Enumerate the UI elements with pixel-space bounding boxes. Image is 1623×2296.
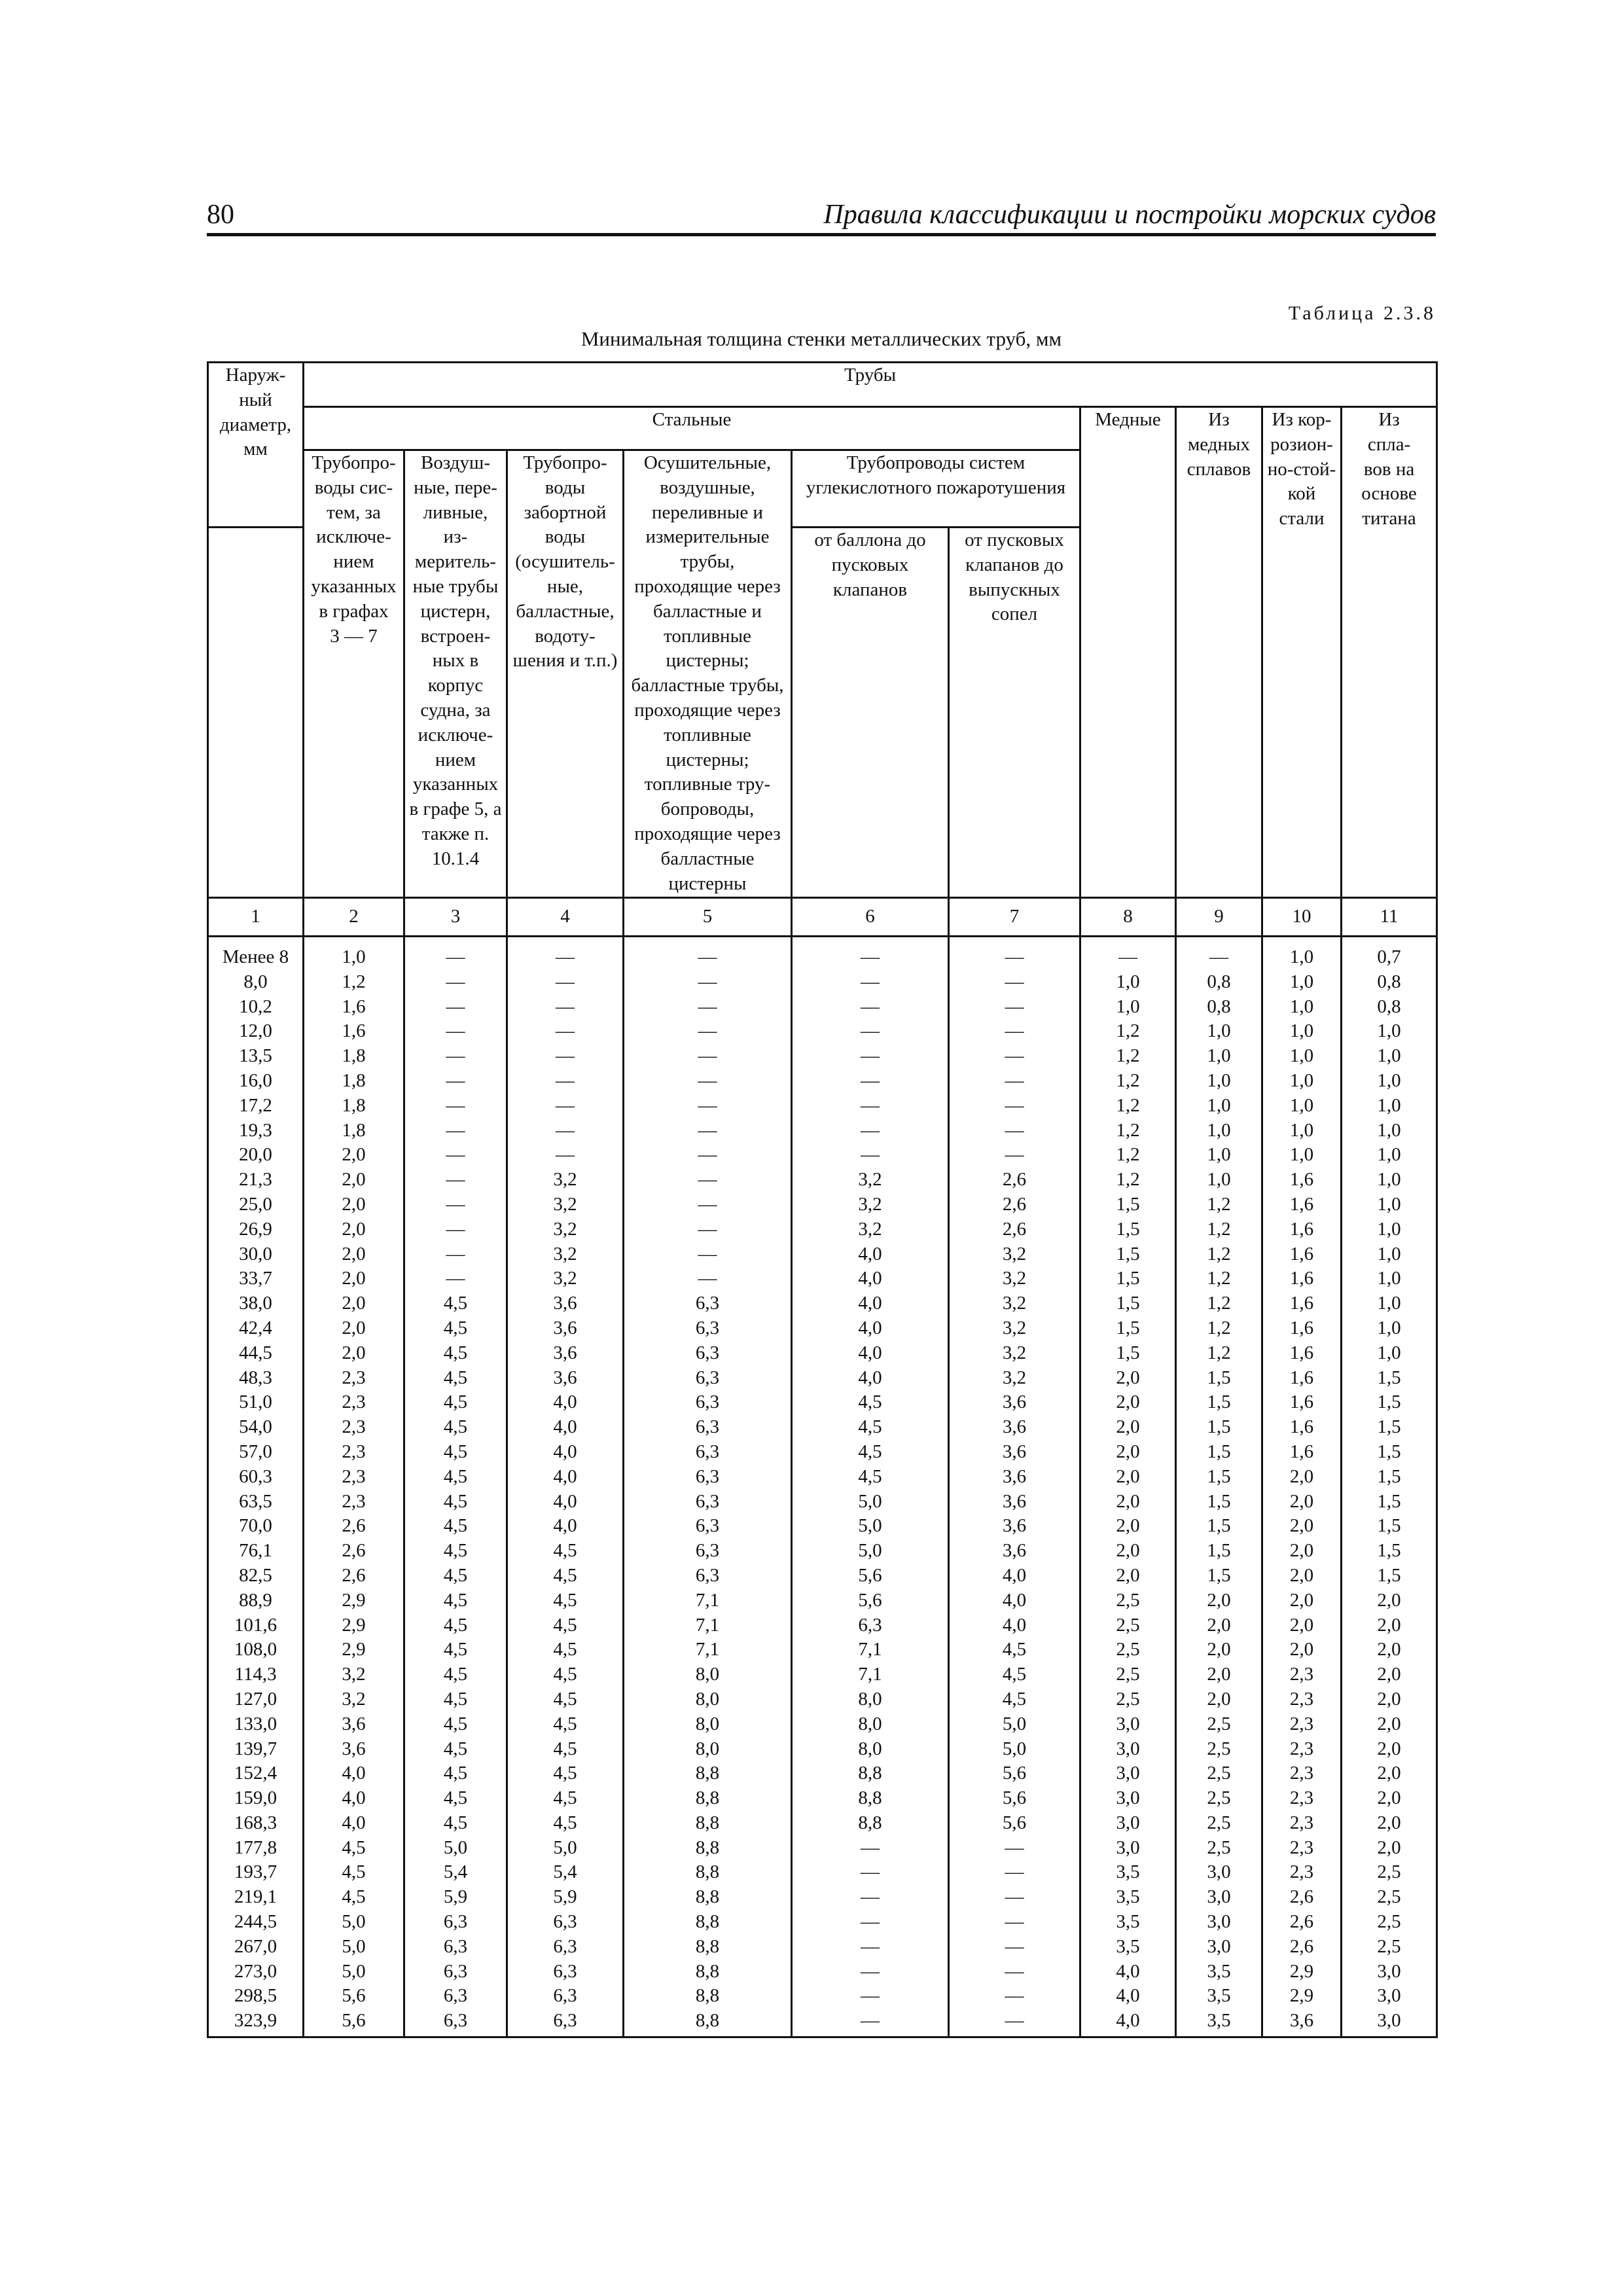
pipe-thickness-table	[207, 361, 1438, 2038]
header-bilge-pipes: Осушительные, воздушные, переливные и измерительные трубы, проходящие через балластные и топливные цистерны; балластные трубы, проходящие через топливные цистерны; топливные тру- бопроводы, проходящие через балластные цистерны	[624, 450, 792, 898]
header-air-pipes: Воздуш- ные, пере- ливные, из- меритель- ные трубы цистерн, встроен- ных в корпус судна, за исключе- нием указанных в графе 5, а также п. 10.1.4	[404, 450, 507, 898]
column-number: 6	[792, 898, 949, 937]
header-systems-pipes: Трубопро- воды сис- тем, за исключе- нием указанных в графах 3 — 7	[304, 450, 404, 898]
header-seawater-pipes: Трубопро- воды забортной воды (осушитель- ные, балластные, водоту- шения и т.п.)	[507, 450, 624, 898]
header-co2-from-valves: от пусковых клапанов до выпускных сопел	[949, 528, 1080, 898]
col-copper: — 1,0 1,0 1,2 1,2 1,2 1,2 1,2 1,2 1,2 1,5 1,5 1,5 1,5 1,5 1,5 1,5 2,0 2,0 2,0 2,0 2,0 2,0 2,0 2,0 2,0 2,5 2,5 2,5 2,5 2,5 3,0 3,0 3,0 3,0 3,0 3,0 3,5 3,5 3,5 3,5 4,0 4,0 4,0	[1080, 937, 1176, 2037]
col-air-pipes: — — — — — — — — — — — — — — 4,5 4,5 4,5 4,5 4,5 4,5 4,5 4,5 4,5 4,5 4,5 4,5 4,5 4,5 4,5 4,5 4,5 4,5 4,5 4,5 4,5 4,5 5,0 5,4 5,9 6,3 6,3 6,3 6,3 6,3	[404, 937, 507, 2037]
col-co2-from-valves: — — — — — — — — — 2,6 2,6 2,6 3,2 3,2 3,2 3,2 3,2 3,2 3,6 3,6 3,6 3,6 3,6 3,6 3,6 4,0 4,0 4,0 4,5 4,5 4,5 5,0 5,0 5,6 5,6 5,6 — — — — — — — —	[949, 937, 1080, 2037]
col-copper-alloys: — 0,8 0,8 1,0 1,0 1,0 1,0 1,0 1,0 1,0 1,2 1,2 1,2 1,2 1,2 1,2 1,2 1,5 1,5 1,5 1,5 1,5 1,5 1,5 1,5 1,5 2,0 2,0 2,0 2,0 2,0 2,5 2,5 2,5 2,5 2,5 2,5 3,0 3,0 3,0 3,0 3,5 3,5 3,5	[1176, 937, 1262, 2037]
col-seawater-pipes: — — — — — — — — — 3,2 3,2 3,2 3,2 3,2 3,6 3,6 3,6 3,6 4,0 4,0 4,0 4,0 4,0 4,0 4,5 4,5 4,5 4,5 4,5 4,5 4,5 4,5 4,5 4,5 4,5 4,5 5,0 5,4 5,9 6,3 6,3 6,3 6,3 6,3	[507, 937, 624, 2037]
book-title: Правила классификации и постройки морских судов	[823, 200, 1436, 230]
table-label: Таблица 2.3.8	[1288, 302, 1436, 324]
column-number: 10	[1262, 898, 1342, 937]
table-caption: Минимальная толщина стенки металлических труб, мм	[580, 327, 1062, 350]
col-titanium: 0,7 0,8 0,8 1,0 1,0 1,0 1,0 1,0 1,0 1,0 1,0 1,0 1,0 1,0 1,0 1,0 1,0 1,5 1,5 1,5 1,5 1,5 1,5 1,5 1,5 1,5 2,0 2,0 2,0 2,0 2,0 2,0 2,0 2,0 2,0 2,0 2,0 2,5 2,5 2,5 2,5 3,0 3,0 3,0	[1342, 937, 1437, 2037]
header-diameter: Наруж- ный диаметр, мм	[208, 363, 304, 528]
col-bilge-pipes: — — — — — — — — — — — — — — 6,3 6,3 6,3 6,3 6,3 6,3 6,3 6,3 6,3 6,3 6,3 6,3 7,1 7,1 7,1 8,0 8,0 8,0 8,0 8,8 8,8 8,8 8,8 8,8 8,8 8,8 8,8 8,8 8,8 8,8	[624, 937, 792, 2037]
col-co2-from-cylinder: — — — — — — — — — 3,2 3,2 3,2 4,0 4,0 4,0 4,0 4,0 4,0 4,5 4,5 4,5 4,5 5,0 5,0 5,0 5,6 5,6 6,3 7,1 7,1 8,0 8,0 8,0 8,8 8,8 8,8 — — — — — — — —	[792, 937, 949, 2037]
header-copper-alloys: Из медных сплавов	[1176, 407, 1262, 898]
column-number: 5	[624, 898, 792, 937]
header-pipes: Трубы	[304, 363, 1437, 407]
running-head	[207, 195, 1436, 236]
header-steel: Стальные	[304, 407, 1080, 450]
header-titanium: Из спла- вов на основе титана	[1342, 407, 1437, 898]
col-outer-diameter: Менее 8 8,0 10,2 12,0 13,5 16,0 17,2 19,3 20,0 21,3 25,0 26,9 30,0 33,7 38,0 42,4 44,5 48,3 51,0 54,0 57,0 60,3 63,5 70,0 76,1 82,5 88,9 101,6 108,0 114,3 127,0 133,0 139,7 152,4 159,0 168,3 177,8 193,7 219,1 244,5 267,0 273,0 298,5 323,9	[208, 937, 304, 2037]
column-number: 4	[507, 898, 624, 937]
header-stainless: Из кор- розион- но-стой- кой стали	[1262, 407, 1342, 898]
header-co2-systems: Трубопроводы систем углекислотного пожаротушения	[792, 450, 1080, 528]
column-number: 1	[208, 898, 304, 937]
column-number: 2	[304, 898, 404, 937]
column-number: 8	[1080, 898, 1176, 937]
column-number-row	[208, 898, 1437, 937]
column-number: 3	[404, 898, 507, 937]
header-diameter-continued	[208, 528, 304, 898]
col-stainless: 1,0 1,0 1,0 1,0 1,0 1,0 1,0 1,0 1,0 1,6 1,6 1,6 1,6 1,6 1,6 1,6 1,6 1,6 1,6 1,6 1,6 2,0 2,0 2,0 2,0 2,0 2,0 2,0 2,0 2,3 2,3 2,3 2,3 2,3 2,3 2,3 2,3 2,3 2,6 2,6 2,6 2,9 2,9 3,6	[1262, 937, 1342, 2037]
header-copper: Медные	[1080, 407, 1176, 898]
col-systems-pipes: 1,0 1,2 1,6 1,6 1,8 1,8 1,8 1,8 2,0 2,0 2,0 2,0 2,0 2,0 2,0 2,0 2,0 2,3 2,3 2,3 2,3 2,3 2,3 2,6 2,6 2,6 2,9 2,9 2,9 3,2 3,2 3,6 3,6 4,0 4,0 4,0 4,5 4,5 4,5 5,0 5,0 5,0 5,6 5,6	[304, 937, 404, 2037]
column-number: 7	[949, 898, 1080, 937]
page-number: 80	[207, 200, 234, 230]
data-body-row	[208, 937, 1437, 2037]
header-co2-from-cylinder: от баллона до пусковых клапанов	[792, 528, 949, 898]
table	[207, 361, 1438, 2038]
column-number: 9	[1176, 898, 1262, 937]
column-number: 11	[1342, 898, 1437, 937]
